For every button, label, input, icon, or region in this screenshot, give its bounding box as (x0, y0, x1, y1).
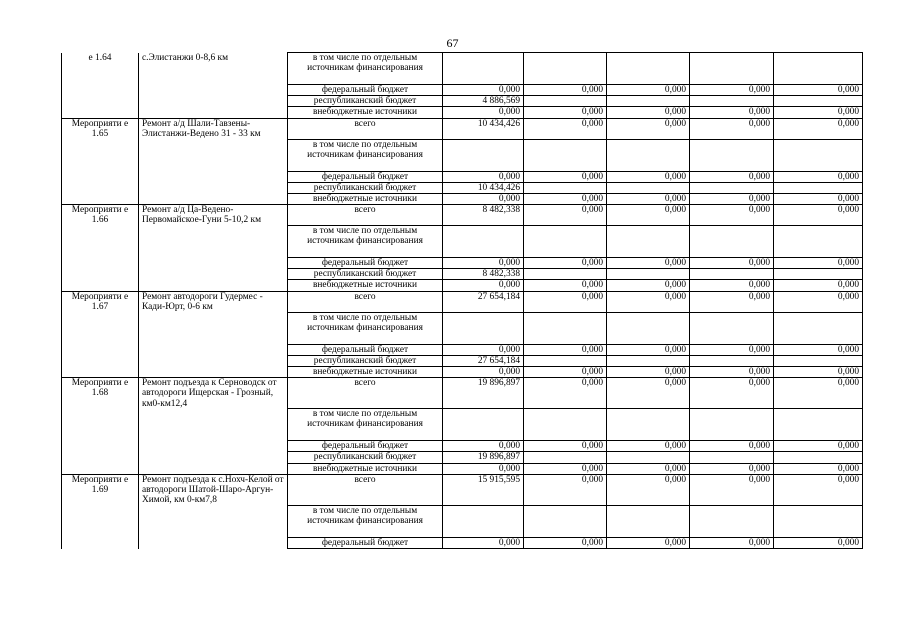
funding-source: в том числе по отдельным источникам финансирования (288, 409, 443, 441)
measure-name (139, 139, 288, 171)
measure-name (139, 344, 288, 355)
measure-label (62, 139, 139, 171)
measure-label (62, 280, 139, 291)
amount-cell: 0,000 (443, 280, 524, 291)
amount-cell: 0,000 (690, 205, 774, 226)
amount-cell (607, 409, 690, 441)
funding-source: федеральный бюджет (288, 344, 443, 355)
amount-cell (524, 96, 607, 107)
measure-name (139, 366, 288, 377)
amount-cell: 0,000 (524, 205, 607, 226)
funding-source: внебюджетные источники (288, 463, 443, 474)
amount-cell: 0,000 (607, 366, 690, 377)
measure-label: Мероприяти е 1.67 (62, 291, 139, 312)
table-row (62, 291, 863, 312)
amount-cell: 0,000 (690, 463, 774, 474)
measure-label (62, 537, 139, 548)
amount-cell: 0,000 (690, 193, 774, 204)
amount-cell: 0,000 (443, 107, 524, 118)
table-row (62, 537, 863, 548)
amount-cell: 0,000 (607, 463, 690, 474)
funding-source: в том числе по отдельным источникам финансирования (288, 312, 443, 344)
amount-cell: 0,000 (443, 193, 524, 204)
amount-cell (524, 505, 607, 537)
measure-name (139, 537, 288, 548)
measure-label (62, 344, 139, 355)
funding-source: всего (288, 378, 443, 409)
amount-cell: 0,000 (524, 280, 607, 291)
amount-cell: 0,000 (607, 118, 690, 139)
funding-source: всего (288, 118, 443, 139)
amount-cell: 0,000 (690, 344, 774, 355)
amount-cell (443, 139, 524, 171)
amount-cell (607, 53, 690, 85)
amount-cell (607, 139, 690, 171)
measure-label (62, 441, 139, 452)
funding-source: федеральный бюджет (288, 537, 443, 548)
measure-label (62, 85, 139, 96)
measure-label: Мероприяти е 1.68 (62, 378, 139, 409)
funding-source: в том числе по отдельным источникам финансирования (288, 53, 443, 85)
amount-cell (524, 269, 607, 280)
measure-label (62, 258, 139, 269)
amount-cell: 0,000 (607, 171, 690, 182)
amount-cell: 0,000 (607, 107, 690, 118)
measure-name (139, 193, 288, 204)
measure-name: Ремонт а/д Ца-Ведено-Первомайское-Гуни 5-10,2 км (139, 205, 288, 226)
table-row (62, 193, 863, 204)
amount-cell: 0,000 (524, 474, 607, 505)
amount-cell (690, 452, 774, 463)
amount-cell (690, 355, 774, 366)
table-row (62, 118, 863, 139)
amount-cell (524, 139, 607, 171)
amount-cell (443, 409, 524, 441)
amount-cell: 0,000 (774, 107, 863, 118)
funding-source: всего (288, 205, 443, 226)
amount-cell: 0,000 (607, 441, 690, 452)
measure-label (62, 312, 139, 344)
measure-name (139, 226, 288, 258)
table-row (62, 452, 863, 463)
amount-cell: 0,000 (607, 85, 690, 96)
amount-cell: 0,000 (607, 258, 690, 269)
amount-cell: 0,000 (607, 537, 690, 548)
measure-name (139, 171, 288, 182)
amount-cell (524, 355, 607, 366)
amount-cell (774, 269, 863, 280)
measure-label (62, 463, 139, 474)
measure-label (62, 107, 139, 118)
measure-label (62, 409, 139, 441)
amount-cell (607, 182, 690, 193)
amount-cell: 0,000 (690, 258, 774, 269)
amount-cell (774, 182, 863, 193)
measure-label: Мероприяти е 1.69 (62, 474, 139, 505)
table-row (62, 96, 863, 107)
amount-cell: 0,000 (607, 280, 690, 291)
amount-cell (690, 96, 774, 107)
amount-cell: 0,000 (524, 378, 607, 409)
measure-label (62, 269, 139, 280)
amount-cell (690, 409, 774, 441)
page-number: 67 (446, 36, 459, 50)
table-row (62, 53, 863, 85)
amount-cell: 0,000 (690, 118, 774, 139)
measure-name (139, 452, 288, 463)
amount-cell (774, 452, 863, 463)
amount-cell (607, 269, 690, 280)
measure-name: Ремонт подъезда к с.Нохч-Келой от автодороги Шатой-Шаро-Аргун-Химой, км 0-км7,8 (139, 474, 288, 505)
amount-cell: 0,000 (443, 463, 524, 474)
funding-source: внебюджетные источники (288, 107, 443, 118)
amount-cell (524, 409, 607, 441)
table-row (62, 85, 863, 96)
amount-cell: 0,000 (690, 366, 774, 377)
table-row (62, 441, 863, 452)
amount-cell: 0,000 (690, 291, 774, 312)
amount-cell (443, 53, 524, 85)
measure-name (139, 182, 288, 193)
amount-cell: 0,000 (524, 537, 607, 548)
amount-cell: 0,000 (607, 291, 690, 312)
table-row (62, 205, 863, 226)
measure-label: Мероприяти е 1.66 (62, 205, 139, 226)
amount-cell (524, 226, 607, 258)
amount-cell (690, 182, 774, 193)
amount-cell: 0,000 (524, 441, 607, 452)
measure-label (62, 182, 139, 193)
amount-cell (690, 505, 774, 537)
amount-cell: 8 482,338 (443, 205, 524, 226)
amount-cell: 0,000 (607, 378, 690, 409)
funding-source: федеральный бюджет (288, 85, 443, 96)
amount-cell (443, 312, 524, 344)
measure-name (139, 85, 288, 96)
funding-source: федеральный бюджет (288, 171, 443, 182)
amount-cell (774, 96, 863, 107)
table-row (62, 269, 863, 280)
amount-cell: 0,000 (524, 107, 607, 118)
amount-cell (690, 312, 774, 344)
measure-label (62, 452, 139, 463)
measure-name (139, 409, 288, 441)
funding-source: в том числе по отдельным источникам финансирования (288, 139, 443, 171)
measure-label (62, 96, 139, 107)
amount-cell: 0,000 (690, 280, 774, 291)
amount-cell: 0,000 (690, 474, 774, 505)
amount-cell (690, 139, 774, 171)
amount-cell: 0,000 (774, 171, 863, 182)
amount-cell: 10 434,426 (443, 182, 524, 193)
measure-name: с.Элистанжи 0-8,6 км (139, 53, 288, 85)
amount-cell (774, 505, 863, 537)
table-row (62, 474, 863, 505)
amount-cell (607, 312, 690, 344)
measure-name (139, 96, 288, 107)
amount-cell (690, 269, 774, 280)
measure-name (139, 463, 288, 474)
funding-source: внебюджетные источники (288, 193, 443, 204)
measure-name (139, 441, 288, 452)
table-row (62, 409, 863, 441)
amount-cell: 4 886,569 (443, 96, 524, 107)
table-row (62, 366, 863, 377)
measure-label (62, 171, 139, 182)
amount-cell: 0,000 (524, 258, 607, 269)
funding-source: республиканский бюджет (288, 182, 443, 193)
amount-cell: 0,000 (443, 344, 524, 355)
amount-cell: 0,000 (774, 85, 863, 96)
amount-cell: 0,000 (690, 107, 774, 118)
amount-cell: 0,000 (690, 85, 774, 96)
amount-cell: 0,000 (690, 537, 774, 548)
amount-cell: 0,000 (774, 344, 863, 355)
amount-cell: 0,000 (607, 344, 690, 355)
amount-cell (443, 226, 524, 258)
amount-cell: 0,000 (443, 171, 524, 182)
amount-cell (443, 505, 524, 537)
amount-cell: 0,000 (524, 344, 607, 355)
table-row (62, 182, 863, 193)
table-row (62, 139, 863, 171)
funding-source: федеральный бюджет (288, 441, 443, 452)
amount-cell: 0,000 (607, 474, 690, 505)
table-row (62, 378, 863, 409)
amount-cell: 0,000 (774, 378, 863, 409)
amount-cell: 8 482,338 (443, 269, 524, 280)
table-row (62, 355, 863, 366)
amount-cell (690, 226, 774, 258)
amount-cell: 19 896,897 (443, 452, 524, 463)
budget-table (61, 52, 863, 549)
measure-label (62, 355, 139, 366)
amount-cell: 0,000 (524, 171, 607, 182)
measure-name (139, 312, 288, 344)
funding-source: в том числе по отдельным источникам финансирования (288, 505, 443, 537)
amount-cell: 0,000 (774, 537, 863, 548)
amount-cell: 19 896,897 (443, 378, 524, 409)
measure-name: Ремонт подъезда к Серноводск от автодороги Ищерская - Грозный, км0-км12,4 (139, 378, 288, 409)
amount-cell: 0,000 (443, 258, 524, 269)
amount-cell: 0,000 (607, 205, 690, 226)
amount-cell: 0,000 (443, 366, 524, 377)
funding-source: федеральный бюджет (288, 258, 443, 269)
amount-cell: 0,000 (690, 171, 774, 182)
funding-source: республиканский бюджет (288, 96, 443, 107)
amount-cell: 27 654,184 (443, 355, 524, 366)
amount-cell (774, 53, 863, 85)
table-row (62, 463, 863, 474)
table-row (62, 171, 863, 182)
measure-label: е 1.64 (62, 53, 139, 85)
amount-cell (774, 409, 863, 441)
amount-cell: 0,000 (774, 118, 863, 139)
amount-cell: 0,000 (443, 85, 524, 96)
amount-cell: 0,000 (524, 193, 607, 204)
amount-cell (690, 53, 774, 85)
amount-cell (524, 312, 607, 344)
measure-name: Ремонт а/д Шали-Тавзены-Элистанжи-Ведено 31 - 33 км (139, 118, 288, 139)
amount-cell: 0,000 (607, 193, 690, 204)
amount-cell: 0,000 (524, 85, 607, 96)
amount-cell (607, 505, 690, 537)
amount-cell (607, 226, 690, 258)
amount-cell: 0,000 (774, 205, 863, 226)
measure-name (139, 355, 288, 366)
amount-cell (774, 355, 863, 366)
measure-label: Мероприяти е 1.65 (62, 118, 139, 139)
measure-name: Ремонт автодороги Гудермес - Кади-Юрт, 0-6 км (139, 291, 288, 312)
funding-source: внебюджетные источники (288, 280, 443, 291)
amount-cell (607, 452, 690, 463)
table-row (62, 226, 863, 258)
measure-label (62, 366, 139, 377)
funding-source: всего (288, 474, 443, 505)
amount-cell (524, 452, 607, 463)
amount-cell: 15 915,595 (443, 474, 524, 505)
measure-name (139, 505, 288, 537)
measure-name (139, 107, 288, 118)
amount-cell: 0,000 (524, 118, 607, 139)
amount-cell (607, 96, 690, 107)
funding-source: всего (288, 291, 443, 312)
measure-label (62, 193, 139, 204)
table-row (62, 344, 863, 355)
measure-name (139, 280, 288, 291)
table-row (62, 258, 863, 269)
amount-cell: 10 434,426 (443, 118, 524, 139)
amount-cell: 27 654,184 (443, 291, 524, 312)
funding-source: республиканский бюджет (288, 452, 443, 463)
amount-cell: 0,000 (690, 378, 774, 409)
funding-source: внебюджетные источники (288, 366, 443, 377)
amount-cell (774, 139, 863, 171)
amount-cell (774, 312, 863, 344)
amount-cell: 0,000 (774, 463, 863, 474)
measure-name (139, 269, 288, 280)
measure-label (62, 226, 139, 258)
table-row (62, 280, 863, 291)
table-row (62, 312, 863, 344)
amount-cell: 0,000 (774, 474, 863, 505)
amount-cell: 0,000 (524, 463, 607, 474)
amount-cell: 0,000 (443, 537, 524, 548)
amount-cell: 0,000 (774, 291, 863, 312)
amount-cell: 0,000 (774, 366, 863, 377)
table-row (62, 107, 863, 118)
amount-cell (524, 53, 607, 85)
amount-cell: 0,000 (774, 280, 863, 291)
amount-cell: 0,000 (774, 193, 863, 204)
funding-source: республиканский бюджет (288, 355, 443, 366)
measure-name (139, 258, 288, 269)
amount-cell (774, 226, 863, 258)
amount-cell: 0,000 (774, 258, 863, 269)
table-row (62, 505, 863, 537)
funding-source: республиканский бюджет (288, 269, 443, 280)
amount-cell: 0,000 (774, 441, 863, 452)
amount-cell: 0,000 (690, 441, 774, 452)
amount-cell: 0,000 (524, 291, 607, 312)
amount-cell (524, 182, 607, 193)
amount-cell: 0,000 (443, 441, 524, 452)
measure-label (62, 505, 139, 537)
funding-source: в том числе по отдельным источникам финансирования (288, 226, 443, 258)
amount-cell: 0,000 (524, 366, 607, 377)
amount-cell (607, 355, 690, 366)
